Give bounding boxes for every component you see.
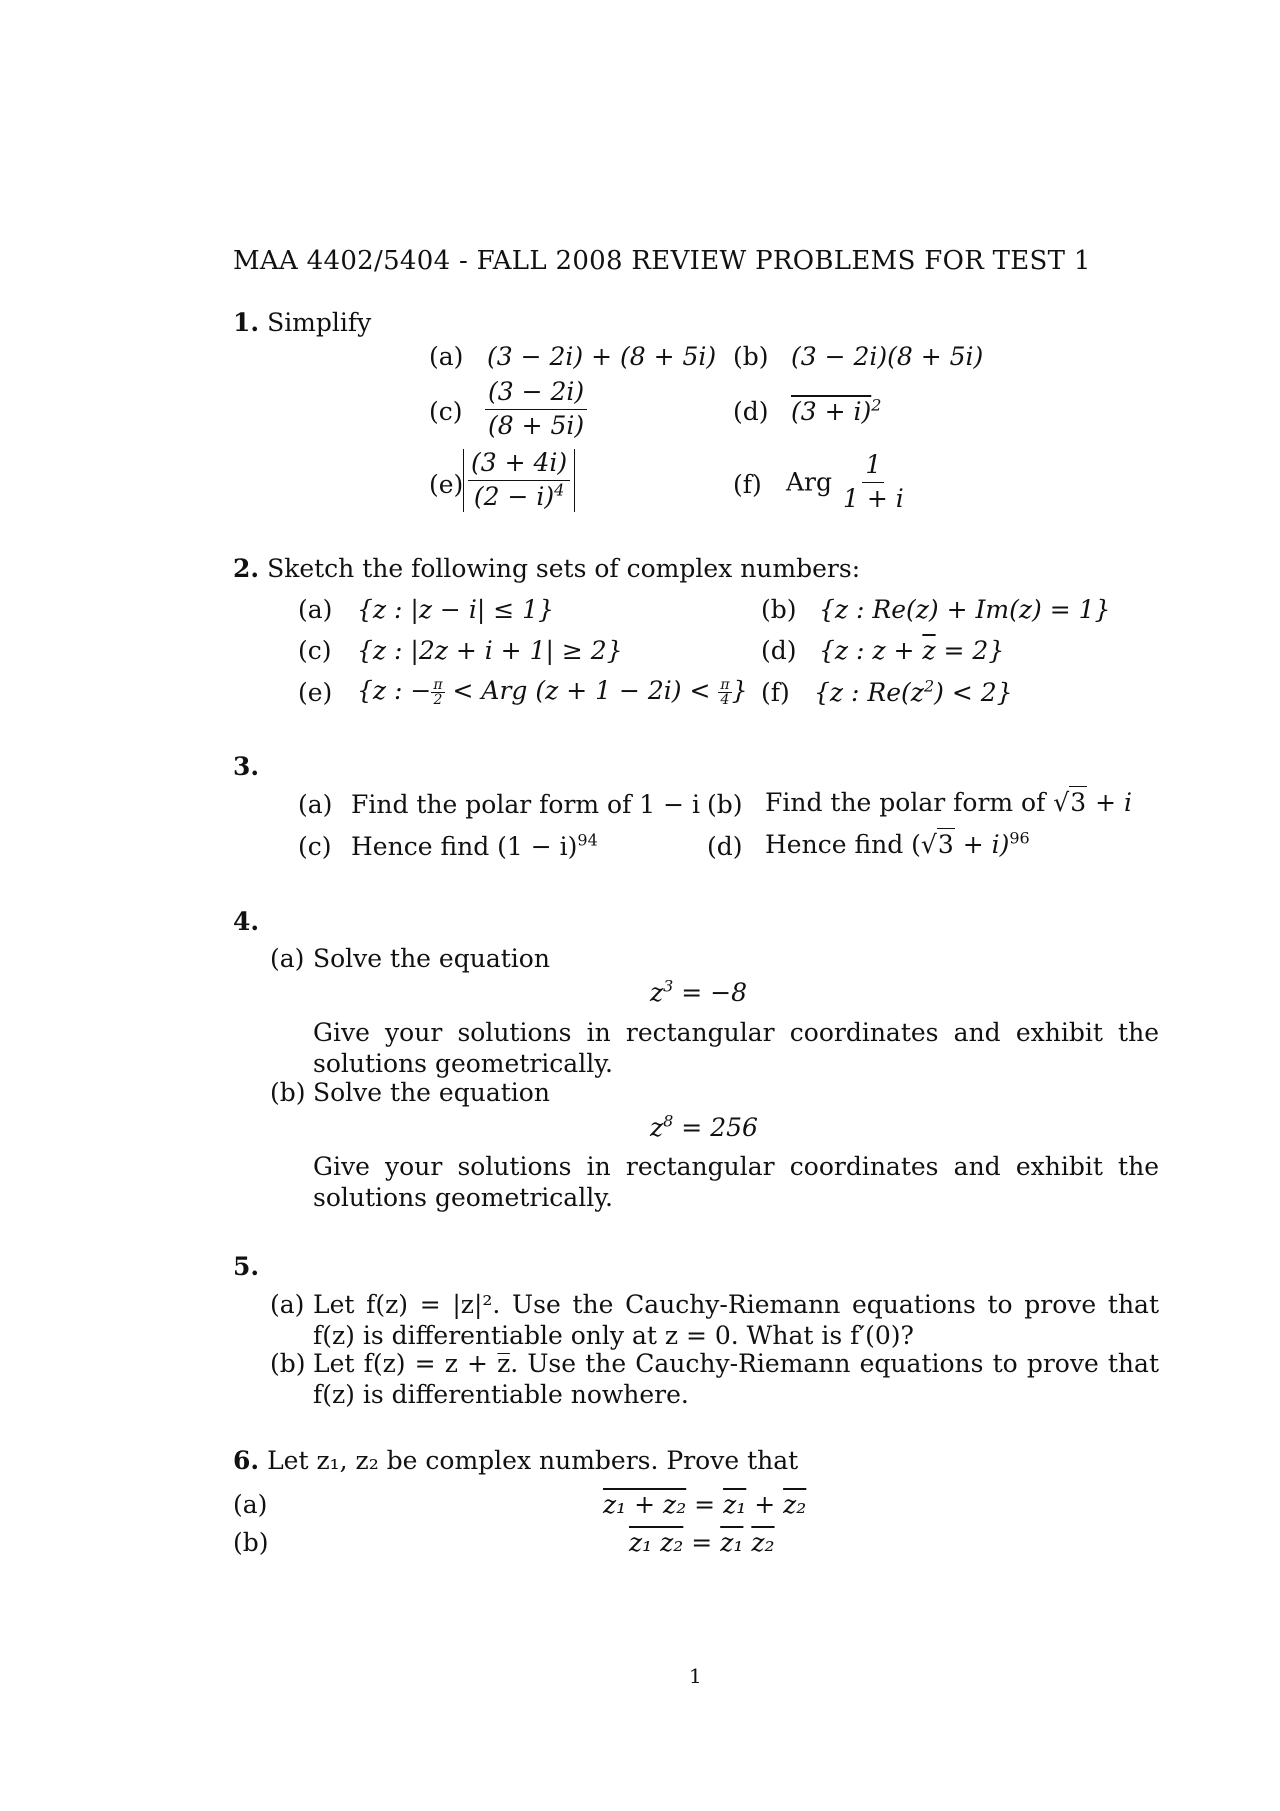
p1e-modulus bbox=[463, 449, 575, 512]
p3a-text: Find the polar form of 1 − i bbox=[351, 790, 701, 819]
p2e-pi-2: π bbox=[720, 676, 730, 693]
p3d-label: (d) bbox=[707, 832, 743, 861]
p2d-set-end: = 2} bbox=[935, 636, 1005, 665]
p2a-label: (a) bbox=[298, 595, 333, 624]
p2e-set-mid: < Arg (z + 1 − 2i) < bbox=[444, 676, 719, 705]
p6a-label: (a) bbox=[233, 1490, 268, 1519]
p2f-set-start: {z : Re(z bbox=[814, 678, 924, 707]
p1a-label: (a) bbox=[429, 342, 464, 371]
p5a-text: Let f(z) = |z|². Use the Cauchy-Riemann equations to prove that f(z) is differentiable only at z = 0. What is f′(0)? bbox=[313, 1290, 1159, 1350]
p3b-text-start: Find the polar form of bbox=[765, 788, 1054, 817]
p2c-label: (c) bbox=[298, 636, 332, 665]
p1a-expr: (3 − 2i) + (8 + 5i) bbox=[487, 342, 717, 371]
p2d-set-start: {z : z + bbox=[819, 636, 923, 665]
p1c-label: (c) bbox=[429, 397, 463, 426]
p2f-set bbox=[814, 678, 1013, 708]
p6a-plus: + bbox=[746, 1490, 784, 1519]
p1b-label: (b) bbox=[733, 342, 769, 371]
p1f-numerator: 1 bbox=[862, 451, 884, 483]
p1f-arg: Arg bbox=[786, 467, 833, 497]
p4a-eq-rhs: = −8 bbox=[673, 978, 748, 1007]
p2a-set: {z : |z − i| ≤ 1} bbox=[357, 595, 554, 624]
p6b-lhs: z₁ z₂ bbox=[629, 1528, 684, 1557]
p4a-note: Give your solutions in rectangular coordinates and exhibit the solutions geometrically. bbox=[313, 1018, 1159, 1078]
p1e-numerator: (3 + 4i) bbox=[468, 449, 570, 481]
problem-2-intro: Sketch the following sets of complex numbers: bbox=[267, 554, 861, 583]
p3c-label: (c) bbox=[298, 832, 332, 861]
p6a-lhs: z₁ + z₂ bbox=[603, 1490, 687, 1519]
p3b-label: (b) bbox=[707, 790, 743, 819]
p5b-text: Let f(z) = z + z̅. Use the Cauchy-Riemann equations to prove that f(z) is differentiable nowhere. bbox=[313, 1349, 1159, 1409]
p1c-fraction bbox=[485, 378, 587, 441]
p3b-text: Find the polar form of √3 + i bbox=[765, 788, 1132, 817]
problem-6-number: 6. bbox=[233, 1446, 260, 1475]
problem-1-intro: Simplify bbox=[267, 308, 372, 337]
p1f-expr bbox=[786, 451, 907, 514]
p3b-text-end: + i bbox=[1087, 788, 1132, 817]
p3d-text-end: + i) bbox=[954, 830, 1010, 859]
p2e-two: 2 bbox=[433, 691, 443, 708]
p1e-denominator: (2 − i) bbox=[473, 481, 555, 511]
p2e-pi-1: π bbox=[433, 676, 443, 693]
p2b-label: (b) bbox=[761, 595, 797, 624]
p4b-note: Give your solutions in rectangular coordinates and exhibit the solutions geometrically. bbox=[313, 1152, 1159, 1212]
p4b-eq-variable: z bbox=[650, 1113, 664, 1142]
p1d-exponent: 2 bbox=[871, 395, 882, 415]
p4b-eq-rhs: = 256 bbox=[673, 1113, 758, 1142]
p6b-identity bbox=[629, 1528, 775, 1558]
problem-1-heading bbox=[233, 308, 371, 338]
p1d-conjugate: (3 + i) bbox=[791, 397, 872, 426]
p4b-eq-exponent: 8 bbox=[663, 1111, 674, 1131]
p1c-denominator: (8 + 5i) bbox=[488, 410, 585, 440]
page-number: 1 bbox=[689, 1664, 702, 1688]
p1b-expr: (3 − 2i)(8 + 5i) bbox=[791, 342, 984, 371]
p2b-set: {z : Re(z) + Im(z) = 1} bbox=[819, 595, 1111, 624]
p2f-set-end: ) < 2} bbox=[934, 678, 1013, 707]
p5a-label: (a) bbox=[270, 1290, 305, 1319]
p4a-equation bbox=[650, 978, 747, 1008]
p2e-label: (e) bbox=[298, 678, 333, 707]
p3c-text bbox=[351, 832, 598, 862]
p1e-den-exponent: 4 bbox=[554, 480, 565, 500]
p2d-label: (d) bbox=[761, 636, 797, 665]
p1f-denominator: 1 + i bbox=[842, 483, 904, 513]
p4a-label: (a) bbox=[270, 944, 305, 973]
problem-2-number: 2. bbox=[233, 554, 260, 583]
p4b-equation bbox=[650, 1113, 758, 1143]
p4a-eq-variable: z bbox=[650, 978, 664, 1007]
p3b-radicand: 3 bbox=[1070, 788, 1087, 817]
problem-6-intro: Let z₁, z₂ be complex numbers. Prove that bbox=[267, 1446, 799, 1475]
p3a-label: (a) bbox=[298, 790, 333, 819]
p2c-set: {z : |2z + i + 1| ≥ 2} bbox=[357, 636, 623, 665]
p5b-label: (b) bbox=[270, 1349, 306, 1378]
page-title: MAA 4402/5404 - FALL 2008 REVIEW PROBLEMS FOR TEST 1 bbox=[233, 246, 1091, 276]
p6a-rhs-2: z₂ bbox=[783, 1490, 807, 1519]
p6a-equals: = bbox=[686, 1490, 724, 1519]
p2e-four: 4 bbox=[720, 691, 730, 708]
p6b-equals: = bbox=[683, 1528, 721, 1557]
p6b-rhs-1: z₁ bbox=[720, 1528, 744, 1557]
p2d-set bbox=[819, 636, 1004, 666]
p3d-text: Hence find $(√3 + i)^{96}$ bbox=[765, 828, 1030, 859]
problem-3-number: 3. bbox=[233, 752, 260, 781]
problem-5-number: 5. bbox=[233, 1252, 260, 1281]
p4a-eq-exponent: 3 bbox=[663, 976, 674, 996]
p1c-numerator: (3 − 2i) bbox=[485, 378, 587, 410]
p3d-text-start: Hence find ( bbox=[765, 830, 921, 859]
p2e-set-start: {z : − bbox=[357, 676, 432, 705]
p1d-label: (d) bbox=[733, 397, 769, 426]
problem-6-heading bbox=[233, 1446, 798, 1476]
p6b-label: (b) bbox=[233, 1528, 269, 1557]
p4a-text: Solve the equation bbox=[313, 944, 550, 973]
p6a-rhs-1: z₁ bbox=[723, 1490, 747, 1519]
p2f-label: (f) bbox=[761, 678, 790, 707]
p3c-text-start: Hence find (1 − i) bbox=[351, 832, 578, 861]
p2e-set-end: } bbox=[731, 676, 748, 705]
p1d-expr bbox=[791, 397, 881, 427]
p3d-radicand: 3 bbox=[937, 830, 954, 859]
p6a-identity bbox=[603, 1490, 806, 1520]
problem-2-heading bbox=[233, 554, 860, 584]
p3c-exponent: 94 bbox=[577, 830, 598, 850]
p3d-exponent: 96 bbox=[1009, 828, 1030, 848]
problem-1-number: 1. bbox=[233, 308, 260, 337]
p2e-set bbox=[357, 676, 747, 707]
p2f-exponent: 2 bbox=[923, 676, 935, 696]
p4b-text: Solve the equation bbox=[313, 1078, 550, 1107]
p6b-rhs-2: z₂ bbox=[751, 1528, 775, 1557]
p2d-conjugate: $\overline{z}$ bbox=[922, 636, 936, 665]
p1f-label: (f) bbox=[733, 470, 762, 499]
problem-4-number: 4. bbox=[233, 907, 260, 936]
p4b-label: (b) bbox=[270, 1078, 306, 1107]
p1e-label: (e) bbox=[429, 470, 464, 499]
